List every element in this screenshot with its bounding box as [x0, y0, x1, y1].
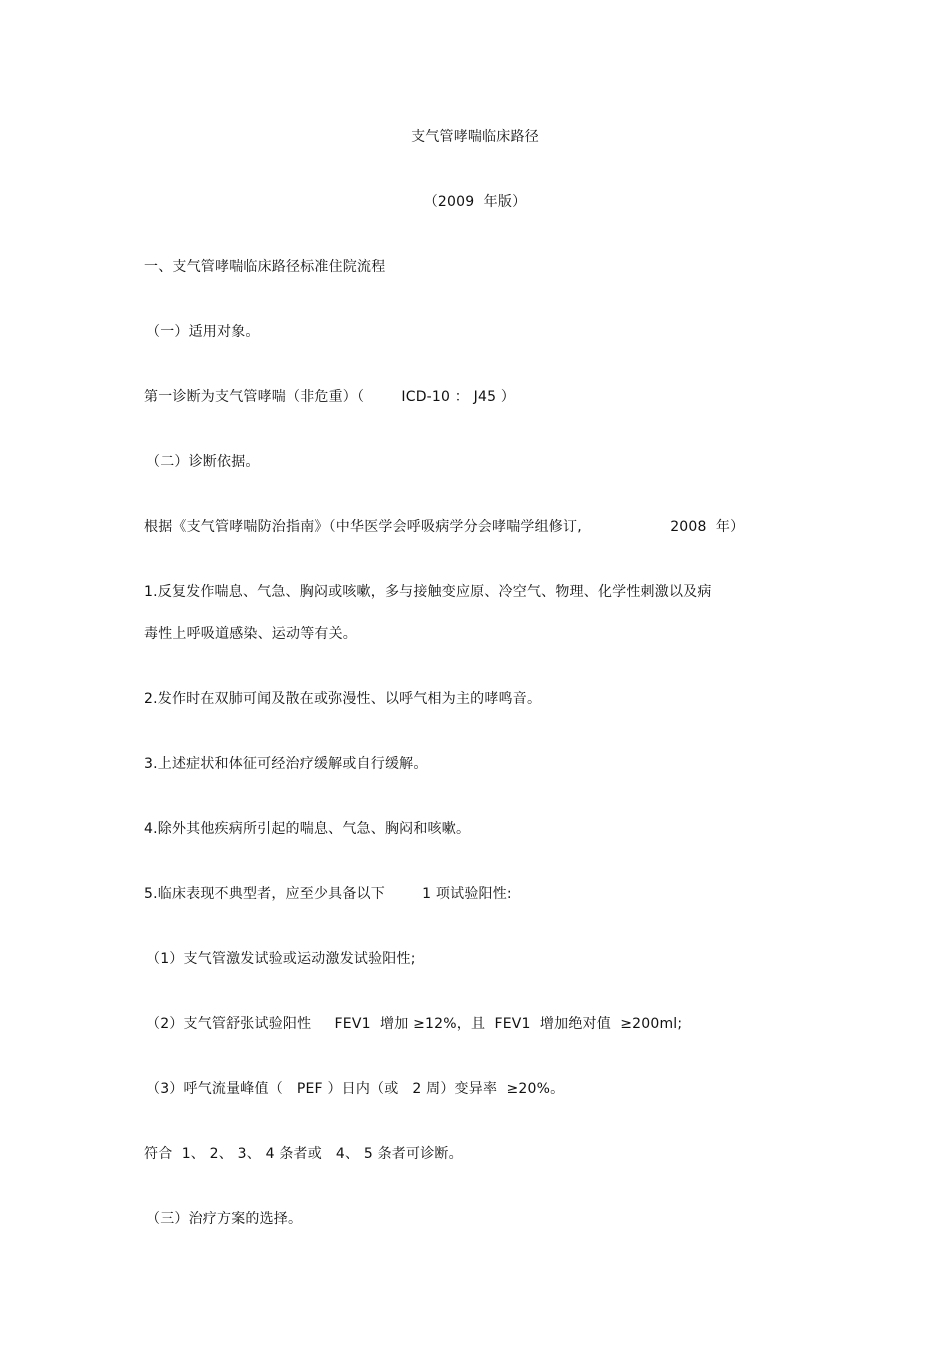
paragraph: 符合 1、 2、 3、 4 条者或 4、 5 条者可诊断。 — [144, 1146, 463, 1162]
list-item-continuation: 毒性上呼吸道感染、运动等有关。 — [144, 626, 357, 642]
document-edition: （2009 年版） — [423, 194, 527, 210]
document-title: 支气管哮喘临床路径 — [411, 129, 539, 145]
subsection-heading: （三）治疗方案的选择。 — [146, 1211, 303, 1227]
sub-list-item: （1）支气管激发试验或运动激发试验阳性; — [146, 951, 416, 967]
list-item: 1.反复发作喘息、气急、胸闷或咳嗽，多与接触变应原、冷空气、物理、化学性刺激以及病 — [144, 584, 712, 600]
paragraph: 根据《支气管哮喘防治指南》（中华医学会呼吸病学分会哮喘学组修订, 2008 年） — [144, 519, 745, 535]
subsection-heading: （一）适用对象。 — [146, 324, 260, 340]
sub-list-item: （3）呼气流量峰值（ PEF ）日内（或 2 周）变异率 ≥20%。 — [146, 1081, 565, 1097]
list-item: 5.临床表现不典型者，应至少具备以下 1 项试验阳性: — [144, 886, 512, 902]
paragraph: 第一诊断为支气管哮喘（非危重）（ ICD-10 ： J45 ） — [144, 389, 516, 405]
list-item: 3.上述症状和体征可经治疗缓解或自行缓解。 — [144, 756, 428, 772]
section-heading: 一、支气管哮喘临床路径标准住院流程 — [144, 259, 386, 275]
sub-list-item: （2）支气管舒张试验阳性 FEV1 增加 ≥12%，且 FEV1 增加绝对值 ≥200ml; — [146, 1016, 683, 1032]
subsection-heading: （二）诊断依据。 — [146, 454, 260, 470]
list-item: 2.发作时在双肺可闻及散在或弥漫性、以呼气相为主的哮鸣音。 — [144, 691, 542, 707]
list-item: 4.除外其他疾病所引起的喘息、气急、胸闷和咳嗽。 — [144, 821, 471, 837]
